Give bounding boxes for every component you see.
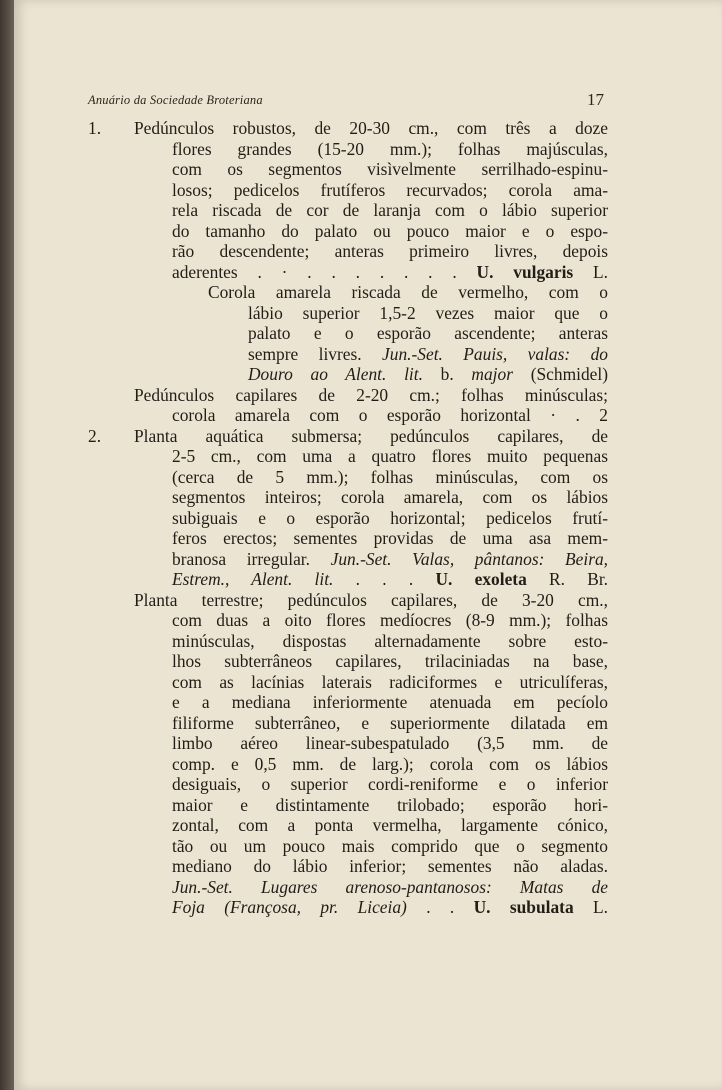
text-segment: rão descendente; anteras primeiro livres, depois (172, 241, 608, 261)
text-line (88, 528, 608, 549)
text-line (88, 590, 608, 611)
line-text (172, 856, 608, 877)
text-line (88, 200, 608, 221)
text-line (88, 733, 608, 754)
text-segment: corola amarela com o esporão horizontal · . 2 (172, 405, 608, 425)
text-segment: tão ou um pouco mais comprido que o segmento (172, 835, 608, 856)
italic-text: Douro ao Alent. lit. (248, 364, 423, 384)
text-line (88, 221, 608, 242)
text-line (88, 754, 608, 775)
text-segment: Pedúnculos capilares de 2-20 cm.; folhas minúsculas; (134, 384, 608, 405)
line-text (172, 262, 608, 283)
text-segment: feros erectos; sementes providas de uma asa mem- (172, 528, 608, 548)
text-segment: Planta terrestre; pedúnculos capilares, de 3-20 cm., (134, 589, 608, 610)
text-segment: . . . (333, 569, 436, 589)
text-segment: com as lacínias laterais radiciformes e utriculíferas, (172, 671, 608, 692)
line-text (248, 344, 608, 365)
line-text (134, 590, 608, 611)
line-text (172, 836, 608, 857)
text-line (88, 467, 608, 488)
line-text (172, 159, 608, 180)
line-text (172, 733, 608, 754)
text-line (88, 508, 608, 529)
text-segment: com duas a oito flores medíocres (8-9 mm.); folhas (172, 610, 608, 630)
text-segment: limbo aéreo linear-subespatulado (3,5 mm. de (172, 733, 608, 753)
line-text (172, 795, 608, 816)
text-segment: . . (406, 897, 474, 917)
text-segment: lhos subterrâneos capilares, trilaciniadas na base, (172, 651, 608, 671)
text-segment: segmentos inteiros; corola amarela, com os lábios (172, 487, 608, 507)
page-number: 17 (587, 90, 604, 109)
text-segment: Pedúnculos robustos, de 20-30 cm., com três a doze (134, 118, 608, 138)
text-segment: com os segmentos visìvelmente serrilhado-espinu- (172, 159, 608, 179)
text-line (88, 159, 608, 180)
text-line (88, 856, 608, 877)
text-segment: lábio superior 1,5-2 vezes maior que o (248, 302, 608, 323)
book-page (14, 0, 722, 1090)
text-line (88, 692, 608, 713)
line-text (172, 508, 608, 529)
text-segment: filiforme subterrâneo, e superiormente dilatada em (172, 712, 608, 733)
text-segment: aderentes . · . . . . . . . (172, 261, 477, 282)
text-segment: palato e o esporão ascendente; anteras (248, 323, 608, 343)
key-number: 1. (88, 118, 102, 138)
key-text-body (88, 118, 608, 918)
text-line (88, 795, 608, 816)
line-text (172, 610, 608, 631)
text-segment: comp. e 0,5 mm. de larg.); corola com os lábios (172, 753, 608, 774)
line-text (172, 241, 608, 262)
text-line (88, 836, 608, 857)
line-text (172, 446, 608, 467)
taxon-name: U. vulgaris (476, 261, 574, 282)
line-text (134, 426, 608, 447)
line-text (172, 528, 608, 549)
line-text (172, 631, 608, 652)
key-number: 2. (88, 425, 102, 446)
text-line (88, 569, 608, 590)
text-segment: minúsculas, dispostas alternadamente sobre esto- (172, 630, 608, 651)
text-line (88, 631, 608, 652)
text-line (88, 549, 608, 570)
text-line (88, 651, 608, 672)
text-line (88, 323, 608, 344)
text-line (88, 897, 608, 918)
italic-text: major (471, 364, 513, 384)
line-text (172, 774, 608, 795)
text-segment: flores grandes (15-20 mm.); folhas majúsculas, (172, 138, 608, 159)
line-text (172, 569, 608, 590)
text-segment: losos; pedicelos frutíferos recurvados; corola ama- (172, 179, 608, 200)
text-line (88, 774, 608, 795)
text-segment: e a mediana inferiormente atenuada em pecíolo (172, 692, 608, 712)
book-spine-shadow (0, 0, 14, 1090)
text-line (88, 877, 608, 898)
text-segment: L. (573, 897, 608, 917)
text-line (88, 672, 608, 693)
line-text (172, 897, 608, 918)
italic-text: Jun.-Set. Valas, pântanos: Beira, (330, 548, 609, 569)
line-text (172, 672, 608, 693)
text-segment: zontal, com a ponta vermelha, largamente cónico, (172, 815, 608, 835)
text-segment: 2-5 cm., com uma a quatro flores muito pequenas (172, 446, 608, 466)
line-text (172, 651, 608, 672)
text-line (88, 344, 608, 365)
text-line (88, 303, 608, 324)
line-text (248, 364, 608, 385)
line-text (208, 282, 608, 303)
line-text (134, 118, 608, 139)
text-segment: mediano do lábio inferior; sementes não aladas. (172, 856, 608, 876)
text-segment: Planta aquática submersa; pedúnculos capilares, de (134, 425, 608, 446)
text-segment: branosa irregular. (172, 548, 331, 569)
text-line (88, 426, 608, 447)
line-text (134, 385, 608, 406)
line-text (172, 692, 608, 713)
page-header (88, 90, 604, 113)
italic-text: Jun.-Set. Lugares arenoso-pantanosos: Matas de (172, 876, 608, 897)
text-line (88, 180, 608, 201)
italic-text: Estrem., Alent. lit. (172, 569, 334, 589)
text-segment: b. (422, 364, 472, 384)
text-line (88, 610, 608, 631)
text-segment: Corola amarela riscada de vermelho, com o (208, 282, 608, 302)
text-line (88, 118, 608, 139)
text-line (88, 405, 608, 426)
text-line (88, 241, 608, 262)
taxon-name: U. exoleta (435, 569, 527, 589)
line-text (172, 200, 608, 221)
line-text (172, 549, 608, 570)
text-segment: do tamanho do palato ou pouco maior e o espo- (172, 220, 608, 241)
line-text (172, 713, 608, 734)
text-segment: (Schmidel) (512, 364, 608, 384)
running-title: Anuário da Sociedade Broteriana (88, 93, 263, 107)
text-segment: R. Br. (526, 569, 609, 589)
line-text (172, 467, 608, 488)
taxon-name: U. subulata (473, 897, 574, 917)
text-segment: desiguais, o superior cordi-reniforme e o inferior (172, 774, 608, 794)
text-segment: (cerca de 5 mm.); folhas minúsculas, com os (172, 466, 608, 487)
text-segment: sempre livres. (248, 343, 383, 364)
text-line (88, 385, 608, 406)
line-text (248, 323, 608, 344)
text-line (88, 364, 608, 385)
italic-text: Jun.-Set. Pauis, valas: do (382, 343, 608, 364)
text-line (88, 815, 608, 836)
line-text (172, 405, 608, 426)
text-line (88, 282, 608, 303)
text-segment: rela riscada de cor de laranja com o lábio superior (172, 200, 608, 220)
text-line (88, 487, 608, 508)
line-text (172, 180, 608, 201)
text-segment: maior e distintamente trilobado; esporão hori- (172, 794, 608, 815)
text-segment: L. (573, 261, 608, 282)
line-text (172, 221, 608, 242)
text-line (88, 139, 608, 160)
line-text (172, 877, 608, 898)
line-text (172, 815, 608, 836)
text-segment: subiguais e o esporão horizontal; pedicelos frutí- (172, 507, 608, 528)
text-line (88, 262, 608, 283)
text-line (88, 446, 608, 467)
line-text (172, 487, 608, 508)
line-text (248, 303, 608, 324)
line-text (172, 754, 608, 775)
line-text (172, 139, 608, 160)
text-line (88, 713, 608, 734)
italic-text: Foja (Françosa, pr. Liceia) (172, 897, 407, 917)
